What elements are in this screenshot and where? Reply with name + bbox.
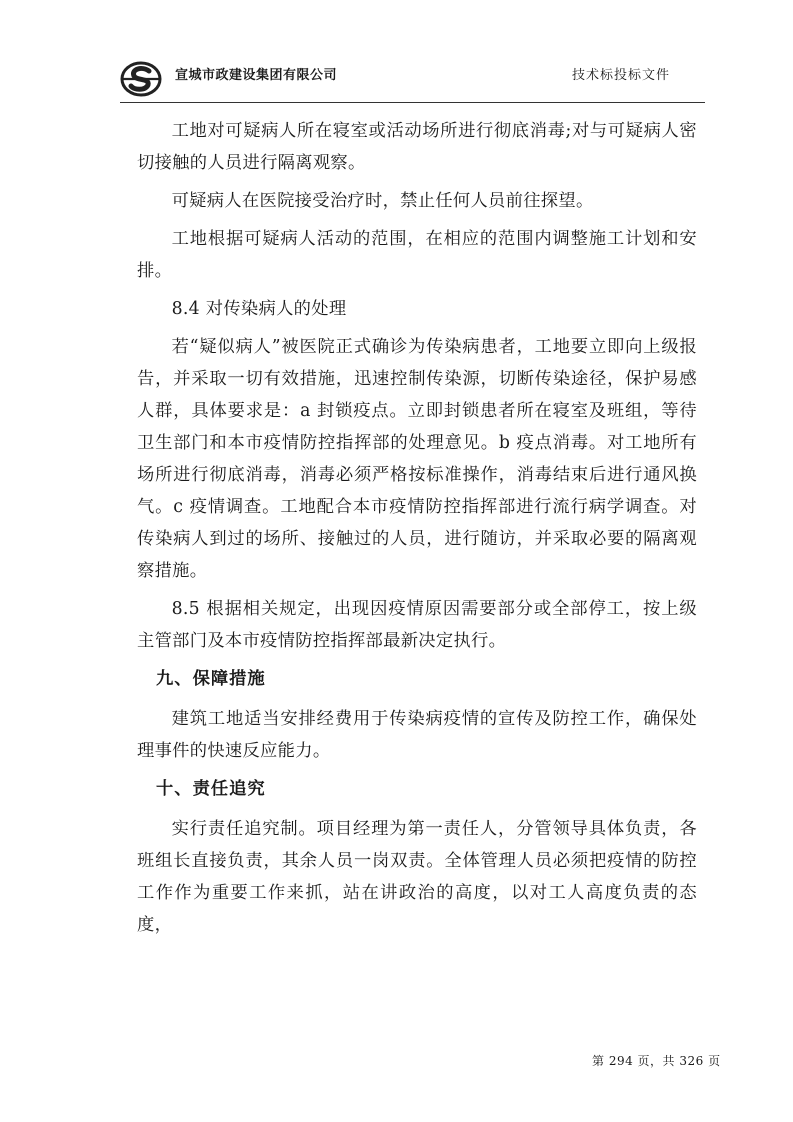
document-type: 技术标投标文件: [572, 68, 671, 83]
page-header: [0, 0, 793, 110]
body-paragraph: 实行责任追究制。项目经理为第一责任人，分管领导具体负责，各班组长直接负责，其余人员一岗双责。全体管理人员必须把疫情的防控工作作为重要工作来抓，站在讲政治的高度，以对工人高度负责的态度，: [137, 819, 697, 935]
company-name: 宣城市政建设集团有限公司: [175, 68, 338, 83]
body-paragraph: 8.5 根据相关规定，出现因疫情原因需要部分或全部停工，按上级主管部门及本市疫情防控指挥部最新决定执行。: [137, 599, 697, 651]
page-number: 第 294 页，共 326 页: [592, 1054, 721, 1068]
body-paragraph: 若“疑似病人”被医院正式确诊为传染病患者，工地要立即向上级报告，并采取一切有效措施，迅速控制传染源，切断传染途径，保护易感人群，具体要求是：a 封锁疫点。立即封锁患者所在寝室及班组，等待卫生部门和本市疫情防控指挥部的处理意见。b 疫点消毒。对工地所有场所进行彻底消毒，消毒必须严格按标准操作，消毒结束后进行通风换气。c 疫情调查。工地配合本市疫情防控指挥部进行流行病学调查。对传染病人到过的场所、接触过的人员，进行随访，并采取必要的隔离观察措施。: [137, 337, 697, 581]
body-paragraph: 可疑病人在医院接受治疗时，禁止任何人员前往探望。: [171, 191, 594, 211]
section-heading: 十、责任追究: [156, 779, 266, 799]
body-paragraph: 建筑工地适当安排经费用于传染病疫情的宣传及防控工作，确保处理事件的快速反应能力。: [137, 709, 697, 761]
body-paragraph: 工地根据可疑病人活动的范围，在相应的范围内调整施工计划和安排。: [137, 229, 697, 281]
header-divider: [120, 102, 705, 103]
document-body: [137, 115, 697, 947]
section-heading: 九、保障措施: [156, 669, 266, 689]
company-logo-s-icon: [120, 60, 162, 98]
body-paragraph: 工地对可疑病人所在寝室或活动场所进行彻底消毒;对与可疑病人密切接触的人员进行隔离观察。: [137, 121, 697, 173]
subsection-heading: 8.4 对传染病人的处理: [171, 299, 347, 319]
